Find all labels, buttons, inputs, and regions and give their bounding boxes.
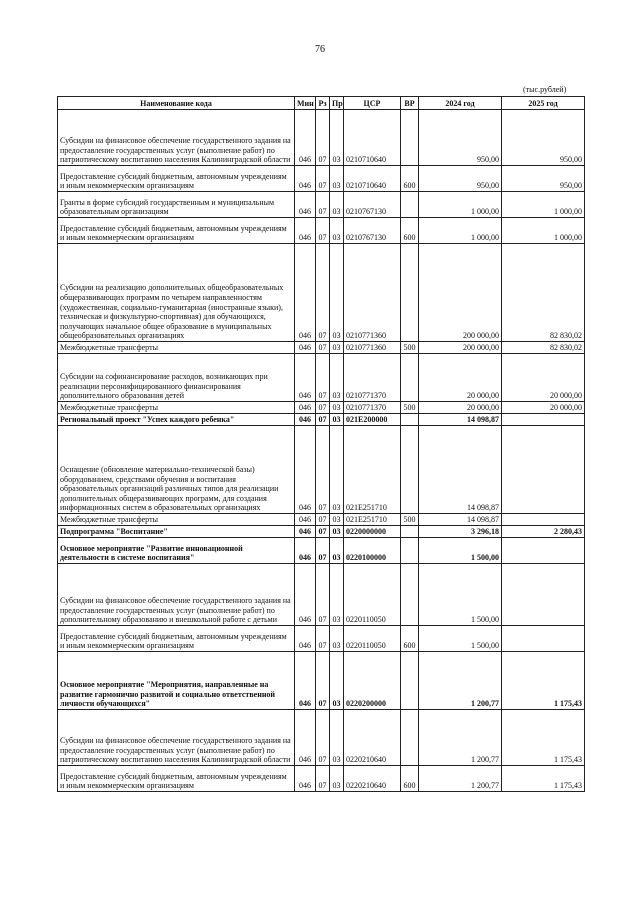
cell-min: 046 [295, 564, 316, 626]
page-number: 76 [315, 44, 325, 55]
cell-vr [401, 192, 419, 218]
table-row [58, 414, 585, 426]
cell-name: Подпрограмма "Воспитание" [58, 526, 295, 538]
cell-2025: 950,00 [502, 110, 585, 166]
cell-min: 046 [295, 514, 316, 526]
cell-min: 046 [295, 652, 316, 710]
cell-csr: 0210771360 [344, 342, 401, 354]
cell-csr: 0210771360 [344, 244, 401, 342]
cell-csr: 0220210640 [344, 766, 401, 792]
cell-pr: 03 [330, 766, 344, 792]
cell-2025: 1 175,43 [502, 766, 585, 792]
cell-vr [401, 526, 419, 538]
cell-pr: 03 [330, 526, 344, 538]
cell-2024: 1 500,00 [419, 626, 502, 652]
cell-min: 046 [295, 166, 316, 192]
table-row [58, 342, 585, 354]
header-pr: Пр [330, 97, 344, 110]
cell-vr [401, 414, 419, 426]
cell-pr: 03 [330, 192, 344, 218]
cell-min: 046 [295, 526, 316, 538]
cell-name: Субсидии на реализацию дополнительных общеобразовательных общеразвивающих программ по четырем направленностям (художественная, социально-гуманитарная (иностранные языки), техническая и физкультурно-спортивная) для обучающихся, получающих начальное общее образование в муниципальных общеобразовательных организациях [58, 244, 295, 342]
cell-csr: 0210710640 [344, 110, 401, 166]
cell-2024: 1 500,00 [419, 564, 502, 626]
table-row [58, 766, 585, 792]
cell-name: Основное мероприятие "Мероприятия, направленные на развитие гармонично развитой и социально ответственной личности обучающихся" [58, 652, 295, 710]
header-csr: ЦСР [344, 97, 401, 110]
cell-csr: 0220200000 [344, 652, 401, 710]
cell-rz: 07 [316, 426, 330, 514]
cell-rz: 07 [316, 342, 330, 354]
table-row [58, 626, 585, 652]
cell-csr: 0210771370 [344, 354, 401, 402]
cell-2025: 82 830,02 [502, 342, 585, 354]
cell-pr: 03 [330, 110, 344, 166]
cell-2024: 20 000,00 [419, 354, 502, 402]
cell-2024: 14 098,87 [419, 426, 502, 514]
table-row [58, 564, 585, 626]
cell-name: Оснащение (обновление материально-технической базы) оборудованием, средствами обучения и воспитания образовательных организаций различных типов для реализации дополнительных общеразвивающих программ, для создания информационных систем в образовательных организациях [58, 426, 295, 514]
cell-min: 046 [295, 426, 316, 514]
cell-vr: 600 [401, 218, 419, 244]
cell-2025: 1 175,43 [502, 710, 585, 766]
cell-2025: 2 280,43 [502, 526, 585, 538]
cell-min: 046 [295, 414, 316, 426]
cell-vr [401, 652, 419, 710]
table-row [58, 710, 585, 766]
cell-2025 [502, 514, 585, 526]
cell-vr [401, 710, 419, 766]
cell-csr: 0210767130 [344, 192, 401, 218]
cell-pr: 03 [330, 414, 344, 426]
cell-vr [401, 426, 419, 514]
cell-name: Межбюджетные трансферты [58, 342, 295, 354]
cell-2025 [502, 426, 585, 514]
cell-vr [401, 564, 419, 626]
cell-rz: 07 [316, 710, 330, 766]
header-2024: 2024 год [419, 97, 502, 110]
cell-2025: 1 000,00 [502, 192, 585, 218]
budget-table [57, 96, 585, 792]
cell-2025: 950,00 [502, 166, 585, 192]
cell-min: 046 [295, 766, 316, 792]
cell-min: 046 [295, 218, 316, 244]
table-row [58, 652, 585, 710]
cell-2024: 1 500,00 [419, 538, 502, 564]
cell-rz: 07 [316, 514, 330, 526]
cell-pr: 03 [330, 218, 344, 244]
header-2025: 2025 год [502, 97, 585, 110]
cell-name: Предоставление субсидий бюджетным, автономным учреждениям и иным некоммерческим организациям [58, 626, 295, 652]
cell-rz: 07 [316, 402, 330, 414]
cell-vr [401, 244, 419, 342]
cell-vr [401, 538, 419, 564]
cell-pr: 03 [330, 402, 344, 414]
cell-2024: 20 000,00 [419, 402, 502, 414]
cell-name: Предоставление субсидий бюджетным, автономным учреждениям и иным некоммерческим организациям [58, 166, 295, 192]
cell-2025: 82 830,02 [502, 244, 585, 342]
table-row [58, 426, 585, 514]
cell-pr: 03 [330, 564, 344, 626]
cell-vr: 600 [401, 766, 419, 792]
cell-2024: 950,00 [419, 110, 502, 166]
cell-vr: 500 [401, 402, 419, 414]
cell-rz: 07 [316, 244, 330, 342]
cell-csr: 0220110050 [344, 564, 401, 626]
cell-vr: 500 [401, 342, 419, 354]
cell-rz: 07 [316, 652, 330, 710]
cell-2025 [502, 564, 585, 626]
cell-2024: 1 200,77 [419, 710, 502, 766]
cell-pr: 03 [330, 514, 344, 526]
cell-pr: 03 [330, 710, 344, 766]
cell-pr: 03 [330, 244, 344, 342]
cell-2024: 200 000,00 [419, 342, 502, 354]
cell-2025: 1 000,00 [502, 218, 585, 244]
cell-min: 046 [295, 110, 316, 166]
cell-min: 046 [295, 342, 316, 354]
cell-pr: 03 [330, 426, 344, 514]
cell-rz: 07 [316, 218, 330, 244]
header-min: Мин [295, 97, 316, 110]
cell-rz: 07 [316, 538, 330, 564]
cell-min: 046 [295, 192, 316, 218]
cell-rz: 07 [316, 110, 330, 166]
cell-rz: 07 [316, 766, 330, 792]
cell-name: Субсидии на софинансирование расходов, возникающих при реализации персонифицированного финансирования дополнительного образования детей [58, 354, 295, 402]
cell-name: Межбюджетные трансферты [58, 514, 295, 526]
header-vr: ВР [401, 97, 419, 110]
table-row [58, 526, 585, 538]
cell-rz: 07 [316, 414, 330, 426]
table-row [58, 244, 585, 342]
cell-csr: 0210710640 [344, 166, 401, 192]
cell-2025: 20 000,00 [502, 354, 585, 402]
table-row [58, 402, 585, 414]
table-row [58, 514, 585, 526]
cell-csr: 0220210640 [344, 710, 401, 766]
cell-2025 [502, 538, 585, 564]
cell-min: 046 [295, 354, 316, 402]
cell-name: Субсидии на финансовое обеспечение государственного задания на предоставление государственных услуг (выполнение работ) по патриотическому воспитанию населения Калининградской области [58, 110, 295, 166]
cell-min: 046 [295, 626, 316, 652]
cell-pr: 03 [330, 626, 344, 652]
cell-pr: 03 [330, 652, 344, 710]
cell-vr: 600 [401, 626, 419, 652]
cell-pr: 03 [330, 354, 344, 402]
cell-csr: 021E251710 [344, 514, 401, 526]
cell-csr: 021E200000 [344, 414, 401, 426]
cell-pr: 03 [330, 538, 344, 564]
cell-min: 046 [295, 538, 316, 564]
cell-2024: 1 000,00 [419, 218, 502, 244]
cell-csr: 0210771370 [344, 402, 401, 414]
cell-csr: 0220000000 [344, 526, 401, 538]
cell-csr: 0220100000 [344, 538, 401, 564]
table-row [58, 354, 585, 402]
cell-rz: 07 [316, 354, 330, 402]
cell-2024: 14 098,87 [419, 414, 502, 426]
cell-2024: 950,00 [419, 166, 502, 192]
table-row [58, 110, 585, 166]
cell-name: Предоставление субсидий бюджетным, автономным учреждениям и иным некоммерческим организациям [58, 766, 295, 792]
cell-vr: 600 [401, 166, 419, 192]
cell-csr: 0220110050 [344, 626, 401, 652]
cell-pr: 03 [330, 166, 344, 192]
cell-min: 046 [295, 710, 316, 766]
cell-min: 046 [295, 244, 316, 342]
cell-2024: 14 098,87 [419, 514, 502, 526]
cell-2025 [502, 414, 585, 426]
header-name: Наименование кода [58, 97, 295, 110]
cell-rz: 07 [316, 626, 330, 652]
unit-note: (тыс.рублей) [523, 85, 567, 94]
table-row [58, 538, 585, 564]
cell-name: Основное мероприятие "Развитие инновационной деятельности в системе воспитания" [58, 538, 295, 564]
cell-2025: 20 000,00 [502, 402, 585, 414]
cell-rz: 07 [316, 526, 330, 538]
table-row [58, 218, 585, 244]
cell-2025: 1 175,43 [502, 652, 585, 710]
table-row [58, 166, 585, 192]
cell-2024: 3 296,18 [419, 526, 502, 538]
cell-2025 [502, 626, 585, 652]
cell-2024: 1 200,77 [419, 652, 502, 710]
cell-name: Предоставление субсидий бюджетным, автономным учреждениям и иным некоммерческим организациям [58, 218, 295, 244]
cell-name: Региональный проект "Успех каждого ребенка" [58, 414, 295, 426]
cell-rz: 07 [316, 166, 330, 192]
cell-vr: 500 [401, 514, 419, 526]
cell-rz: 07 [316, 564, 330, 626]
table-row [58, 192, 585, 218]
cell-2024: 200 000,00 [419, 244, 502, 342]
cell-vr [401, 110, 419, 166]
cell-vr [401, 354, 419, 402]
cell-2024: 1 200,77 [419, 766, 502, 792]
table-body [58, 110, 585, 792]
cell-name: Субсидии на финансовое обеспечение государственного задания на предоставление государственных услуг (выполнение работ) по патриотическому воспитанию населения Калининградской области [58, 710, 295, 766]
header-rz: Рз [316, 97, 330, 110]
cell-name: Гранты в форме субсидий государственным и муниципальным образовательным организациям [58, 192, 295, 218]
cell-csr: 0210767130 [344, 218, 401, 244]
cell-rz: 07 [316, 192, 330, 218]
cell-name: Межбюджетные трансферты [58, 402, 295, 414]
cell-pr: 03 [330, 342, 344, 354]
cell-csr: 021E251710 [344, 426, 401, 514]
cell-2024: 1 000,00 [419, 192, 502, 218]
cell-min: 046 [295, 402, 316, 414]
cell-name: Субсидии на финансовое обеспечение государственного задания на предоставление государственных услуг (выполнение работ) по дополнительному образованию и внешкольной работе с детьми [58, 564, 295, 626]
table-header-row [58, 97, 585, 110]
